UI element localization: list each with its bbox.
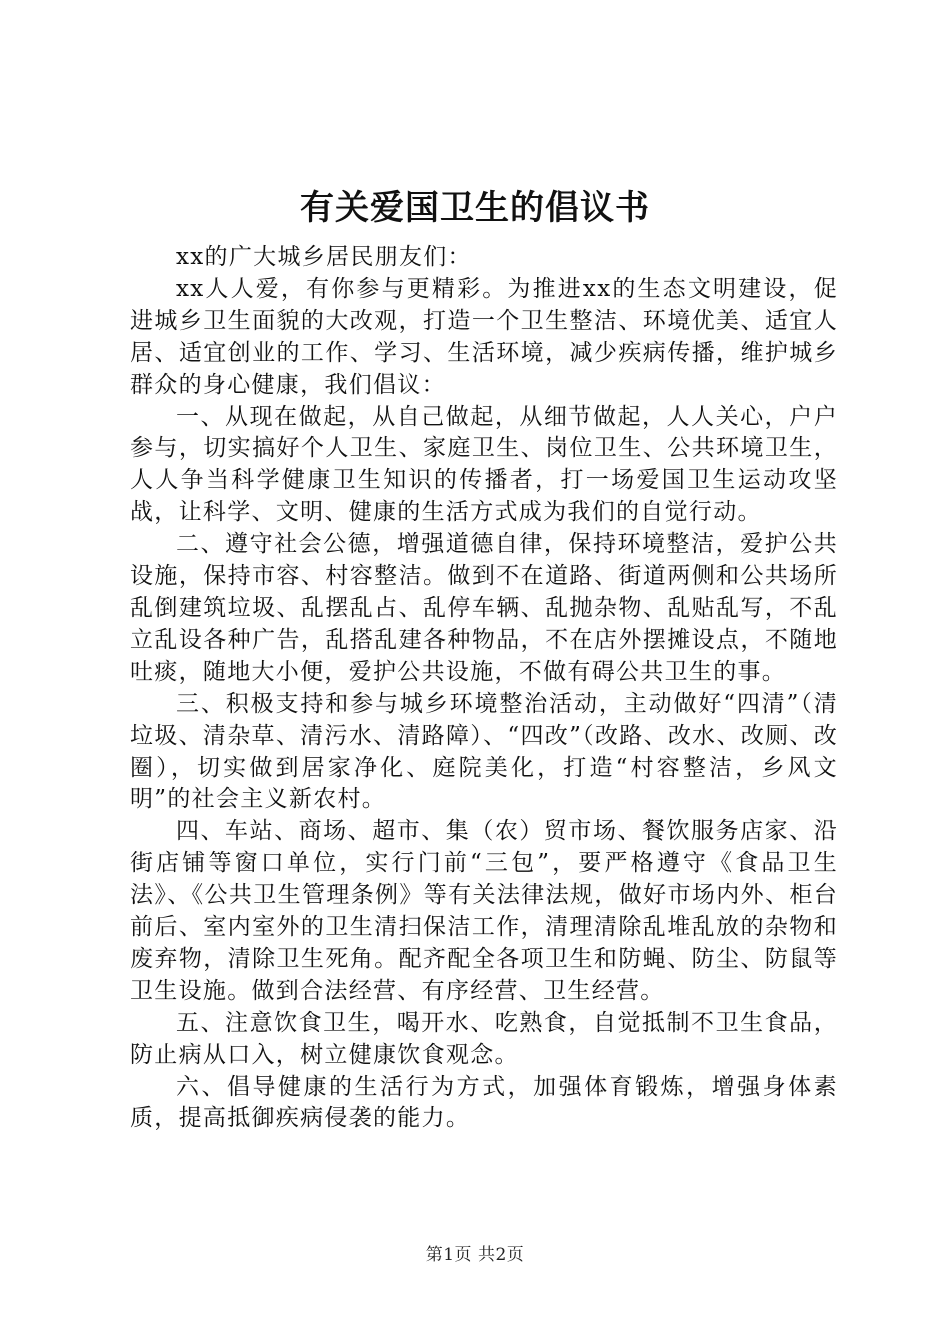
salutation: xx的广大城乡居民朋友们： xyxy=(176,244,472,270)
paragraph-intro: xx人人爱，有你参与更精彩。为推进xx的生态文明建设，促进城乡卫生面貌的大改观，打造一个卫生整洁、环境优美、适宜人居、适宜创业的工作、学习、生活环境，减少疾病传播，维护城乡群众的身心健康，我们倡议： xyxy=(130,275,838,398)
page-number-footer: 第1页 共2页 xyxy=(425,1245,525,1265)
paragraph-item-2: 二、遵守社会公德，增强道德自律，保持环境整洁，爱护公共设施，保持市容、村容整洁。做到不在道路、街道两侧和公共场所乱倒建筑垃圾、乱摆乱占、乱停车辆、乱抛杂物、乱贴乱写，不乱立乱设各种广告，乱搭乱建各种物品，不在店外摆摊设点，不随地吐痰，随地大小便，爱护公共设施，不做有碍公共卫生的事。 xyxy=(130,531,838,685)
paragraph-item-1: 一、从现在做起，从自己做起，从细节做起，人人关心，户户参与，切实搞好个人卫生、家庭卫生、岗位卫生、公共环境卫生，人人争当科学健康卫生知识的传播者，打一场爱国卫生运动攻坚战，让科学、文明、健康的生活方式成为我们的自觉行动。 xyxy=(130,403,838,526)
document-title: 有关爱国卫生的倡议书 xyxy=(300,188,650,228)
paragraph-item-5: 五、注意饮食卫生，喝开水、吃熟食，自觉抵制不卫生食品，防止病从口入，树立健康饮食观念。 xyxy=(130,1009,838,1068)
paragraph-item-3: 三、积极支持和参与城乡环境整治活动，主动做好“四清”（清垃圾、清杂草、清污水、清路障）、“四改”（改路、改水、改厕、改圈），切实做到居家净化、庭院美化，打造“村容整洁，乡风文明”的社会主义新农村。 xyxy=(130,690,838,813)
paragraph-item-4: 四、车站、商场、超市、集（农）贸市场、餐饮服务店家、沿街店铺等窗口单位，实行门前“三包”，要严格遵守《食品卫生法》、《公共卫生管理条例》等有关法律法规，做好市场内外、柜台前后、室内室外的卫生清扫保洁工作，清理清除乱堆乱放的杂物和废弃物，清除卫生死角。配齐配全各项卫生和防蝇、防尘、防鼠等卫生设施。做到合法经营、有序经营、卫生经营。 xyxy=(130,818,838,1004)
document-body xyxy=(130,242,838,1135)
paragraph-item-6: 六、倡导健康的生活行为方式，加强体育锻炼，增强身体素质，提高抵御疾病侵袭的能力。 xyxy=(130,1073,838,1132)
